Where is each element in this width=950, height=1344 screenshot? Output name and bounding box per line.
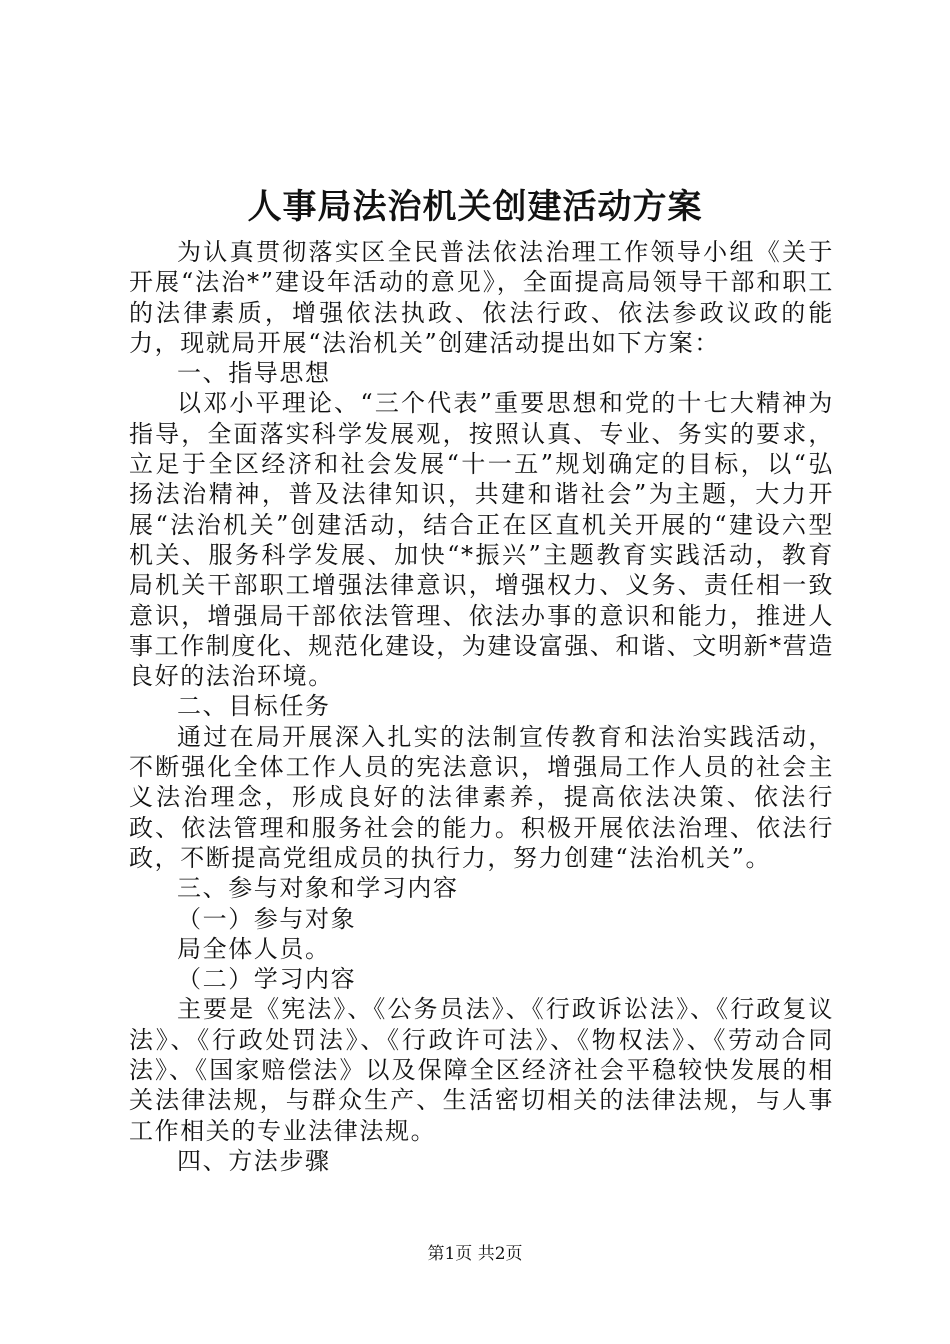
paragraph-goals: 通过在局开展深入扎实的法制宣传教育和法治实践活动，不断强化全体工作人员的宪法意识，增强局工作人员的社会主义法治理念，形成良好的法律素养，提高依法决策、依法行政、依法管理和服务社会的能力。积极开展依法治理、依法行政，不断提高党组成员的执行力，努力创建“法治机关”。: [129, 722, 834, 872]
subheading-participants: （一）参与对象: [177, 904, 357, 933]
page-footer: 第1页 共2页: [427, 1244, 523, 1264]
document-title: 人事局法治机关创建活动方案: [247, 187, 703, 227]
paragraph-guiding-thought: 以邓小平理论、“三个代表”重要思想和党的十七大精神为指导，全面落实科学发展观，按照认真、专业、务实的要求，立足于全区经济和社会发展“十一五”规划确定的目标，以“弘扬法治精神，普及法律知识，共建和谐社会”为主题，大力开展“法治机关”创建活动，结合正在区直机关开展的“建设六型机关、服务科学发展、加快“*振兴”主题教育实践活动，教育局机关干部职工增强法律意识，增强权力、义务、责任相一致意识，增强局干部依法管理、依法办事的意识和能力，推进人事工作制度化、规范化建设，为建设富强、和谐、文明新*营造良好的法治环境。: [129, 389, 834, 691]
section-heading-goals: 二、目标任务: [177, 692, 331, 721]
section-heading-participants-content: 三、参与对象和学习内容: [177, 874, 459, 903]
section-heading-guiding-thought: 一、指导思想: [177, 359, 331, 388]
document-body: [129, 237, 834, 1176]
paragraph-participants: 局全体人员。: [177, 934, 331, 963]
paragraph-intro: 为认真贯彻落实区全民普法依法治理工作领导小组《关于开展“法治*”建设年活动的意见》，全面提高局领导干部和职工的法律素质，增强依法执政、依法行政、依法参政议政的能力，现就局开展“法治机关”创建活动提出如下方案：: [129, 238, 834, 357]
paragraph-study-content: 主要是《宪法》、《公务员法》、《行政诉讼法》、《行政复议法》、《行政处罚法》、《行政许可法》、《物权法》、《劳动合同法》、《国家赔偿法》以及保障全区经济社会平稳较快发展的相关法律法规，与群众生产、生活密切相关的法律法规，与人事工作相关的专业法律法规。: [129, 995, 834, 1145]
subheading-study-content: （二）学习内容: [177, 965, 357, 994]
section-heading-steps: 四、方法步骤: [177, 1146, 331, 1175]
